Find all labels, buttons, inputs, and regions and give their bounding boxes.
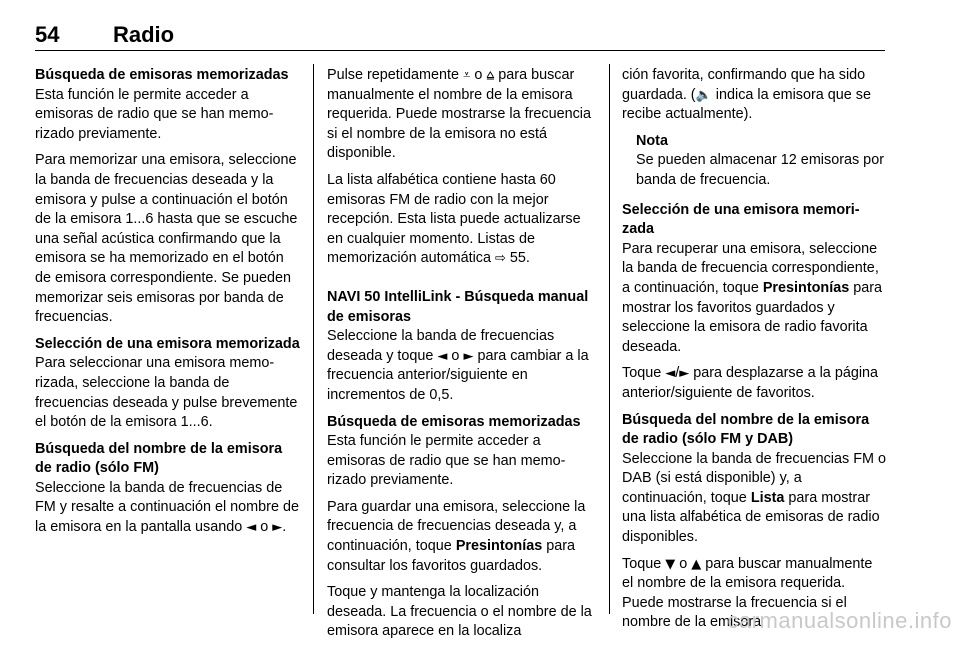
header-rule — [35, 50, 885, 51]
paragraph: La lista alfabética contiene hasta 60 emisoras FM de radio con la mejor recepción. Esta lista puede actualizarse en cualquier momento. Listas de memorización automática ⇨ 55. — [327, 171, 581, 267]
heading-select-stored: Selección de una emisora memorizada — [35, 335, 300, 352]
speaker-icon: 🔈 — [695, 87, 712, 103]
up-arrow-icon: ▲ — [691, 556, 702, 572]
note-box — [636, 132, 886, 191]
left-arrow-icon: ◄ — [246, 520, 257, 536]
heading-stored-search-2: Búsqueda de emisoras memorizadas — [327, 413, 581, 430]
page-number: 54 — [35, 22, 60, 47]
page-header — [35, 20, 885, 50]
column-divider-1 — [313, 64, 314, 614]
paragraph: Para seleccionar una emisora memorizada, seleccione la banda de frecuencias deseada y pulse brevemente el botón de la emisora 1...6. — [35, 355, 298, 431]
presintonias-label: Presintonías — [762, 279, 850, 296]
paragraph: Seleccione la banda de frecuencias deseada y toque ◄ o ► para cambiar a la frecuencia anterior/siguiente en incrementos de 0,5. — [327, 328, 589, 403]
column-1 — [35, 66, 300, 545]
left-arrow-icon: ◄ — [437, 348, 448, 364]
presintonias-label: Presintonías — [455, 538, 543, 555]
column-2 — [327, 66, 593, 649]
column-divider-2 — [609, 64, 610, 614]
heading-navi50-manual: NAVI 50 IntelliLink - Búsqueda manual de emisoras — [327, 288, 589, 325]
paragraph: Toque ◄/► para desplazarse a la página anterior/siguiente de favoritos. — [622, 365, 879, 401]
heading-stored-search: Búsqueda de emisoras memorizadas — [35, 67, 289, 83]
column-3 — [622, 66, 886, 640]
paragraph: Seleccione la banda de frecuencias de FM y resalte a continuación el nombre de la emisora en la pantalla usando ◄ o ►. — [35, 479, 299, 536]
right-arrow-icon: ► — [463, 348, 474, 364]
paragraph: ción favorita, confirmando que ha sido guardada. (🔈 indica la emisora que se recibe actualmente). — [622, 67, 871, 123]
paragraph: Para memorizar una emisora, seleccione la banda de frecuencias deseada y la emisora y pulse a continuación el botón de la emisora 1...6 hasta que se escuche una señal acústica confirmando que la emisora se ha memorizado en el botón de emisora correspondiente. Se pueden memorizar seis emisoras por banda de frecuencias. — [35, 152, 298, 326]
seek-up-icon: ⩠ — [486, 68, 495, 83]
section-title: Radio — [113, 22, 175, 47]
note-text: Se pueden almacenar 12 emisoras por banda de frecuencia. — [636, 152, 884, 188]
heading-name-search-2: Búsqueda del nombre de la emisora de radio (sólo FM y DAB) — [622, 411, 870, 448]
right-arrow-icon: ► — [679, 366, 690, 382]
paragraph: Para guardar una emisora, seleccione la frecuencia de frecuencias deseada y, a continuación, toque Presintonías para consultar los favoritos guardados. — [327, 498, 586, 574]
right-arrow-icon: ► — [272, 520, 283, 536]
paragraph: Toque ▼ o ▲ para buscar manualmente el nombre de la emisora requerida. Puede mostrarse la frecuencia si el nombre de la emisora — [622, 555, 873, 631]
heading-name-search: Búsqueda del nombre de la emisora de radio (sólo FM) — [35, 440, 283, 477]
reference-arrow-icon: ⇨ — [494, 251, 506, 267]
paragraph: Esta función le permite acceder a emisoras de radio que se han memorizado previamente. — [35, 86, 274, 142]
seek-down-icon: ⩡ — [463, 68, 471, 83]
paragraph: Toque y mantenga la localización deseada. La frecuencia o el nombre de la emisora aparece en la localiza — [327, 584, 592, 640]
note-title: Nota — [636, 132, 668, 149]
paragraph: Pulse repetidamente ⩡ o ⩠ para buscar manualmente el nombre de la emisora requerida. Puede mostrarse la frecuencia si el nombre de la emisora no está disponible. — [327, 67, 591, 162]
paragraph: Seleccione la banda de frecuencias FM o DAB (si está disponible) y, a continuación, toque Lista para mostrar una lista alfabética de emisoras de radio disponibles. — [622, 450, 886, 546]
left-arrow-icon: ◄ — [665, 366, 676, 382]
lista-label: Lista — [750, 489, 785, 506]
paragraph: Esta función le permite acceder a emisoras de radio que se han memorizado previamente. — [327, 433, 566, 489]
paragraph: Para recuperar una emisora, seleccione la banda de frecuencia correspondiente, a continuación, toque Presintonías para mostrar los favoritos guardados y seleccione la emisora de radio favorita deseada. — [622, 240, 883, 355]
down-arrow-icon: ▼ — [665, 556, 676, 572]
watermark: carmanualsonline.info — [727, 608, 952, 633]
heading-select-stored-2: Selección de una emisora memorizada — [622, 201, 860, 238]
